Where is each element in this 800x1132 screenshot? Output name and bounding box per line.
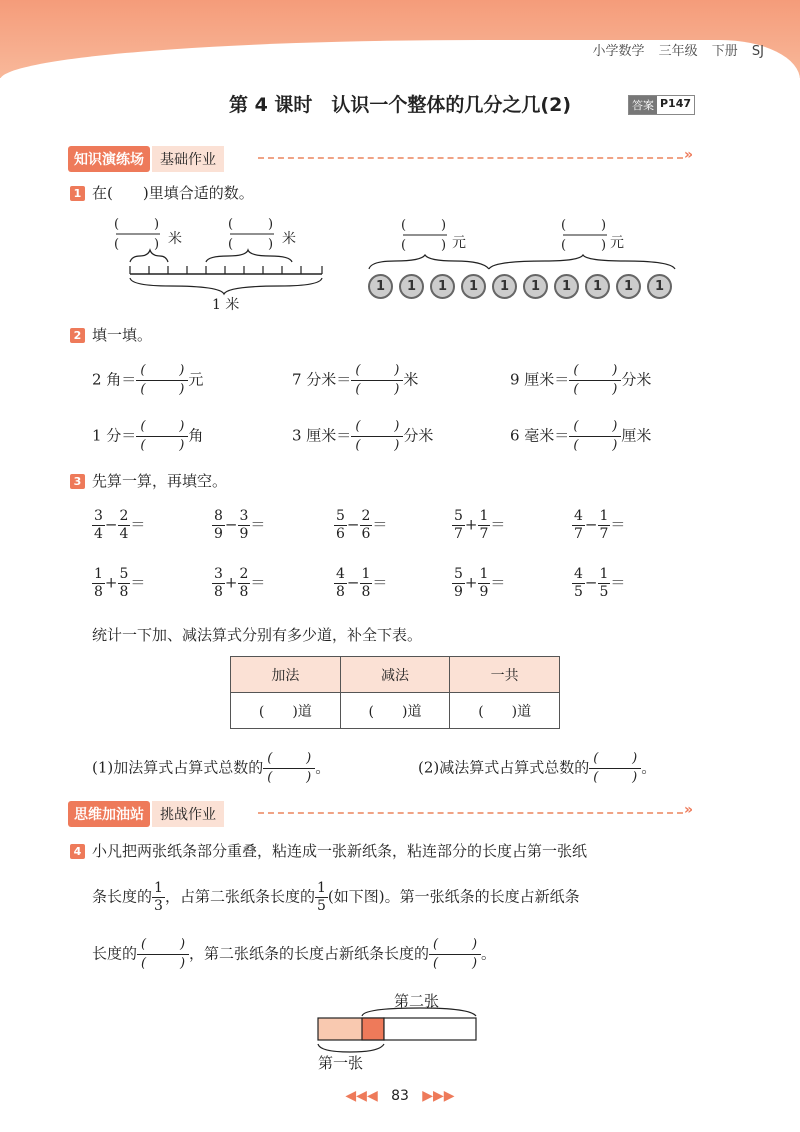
question-number: 3 — [70, 474, 85, 489]
fraction: $\frac{5}{7}$ — [454, 508, 463, 542]
question-number: 1 — [70, 186, 85, 201]
expression: $\frac{8}{9}$ − $\frac{3}{9}$ ＝ — [214, 508, 266, 542]
fraction: $\frac{3}{9}$ — [239, 508, 249, 542]
fraction: $\frac{2}{4}$ — [119, 508, 129, 542]
blank-fraction[interactable]: ( ) ( ) — [569, 362, 621, 399]
svg-text:(: ( — [228, 217, 234, 232]
coin-icon: 1 — [554, 274, 579, 299]
expression: $\frac{1}{8}$ + $\frac{5}{8}$ ＝ — [94, 566, 146, 600]
fill-item: 6 毫米＝ ( ) ( ) 厘米 — [510, 419, 652, 453]
fraction: $\frac{1}{8}$ — [361, 566, 371, 600]
expression: $\frac{5}{9}$ + $\frac{1}{9}$ ＝ — [454, 566, 506, 600]
fraction: $\frac{8}{9}$ — [214, 508, 223, 542]
question-text: 在( )里填合适的数。 — [92, 184, 254, 202]
svg-text:(: ( — [401, 218, 407, 233]
question-text: 先算一算，再填空。 — [92, 472, 228, 490]
fraction: $\frac{1}{5}$ — [316, 880, 326, 914]
blank-fraction[interactable]: ( ) ( ) — [136, 362, 188, 399]
fraction: $\frac{2}{8}$ — [239, 566, 249, 600]
blank-fraction[interactable]: ( ) ( ) — [137, 936, 189, 973]
section-basic: 知识演练场 基础作业 — [68, 146, 224, 172]
right-arrows-icon: ▶▶▶ — [422, 1088, 455, 1104]
fraction: $\frac{5}{8}$ — [119, 566, 129, 600]
expression: $\frac{5}{7}$ + $\frac{1}{7}$ ＝ — [454, 508, 506, 542]
fill-item: 1 分＝ ( ) ( ) 角 — [92, 419, 204, 453]
question-line: 小凡把两张纸条部分重叠，粘连成一张新纸条，粘连部分的长度占第一张纸 — [92, 842, 588, 860]
coin-icon: 1 — [616, 274, 641, 299]
svg-text:(: ( — [401, 238, 407, 253]
table-cell[interactable]: ( )道 — [340, 693, 450, 729]
expression: $\frac{4}{5}$ − $\frac{1}{5}$ ＝ — [574, 566, 626, 600]
svg-text:): ) — [154, 237, 160, 252]
workbook-page: 小学数学 三年级 下册 SJ 第 4 课时 认识一个整体的几分之几(2) 答案 P147 知识演练场 基础作业 » 1 在( )里填合适的数。 ( ) ( ) ( ) ( ) 米 米 1 米 ( ) ( ) ( ) ( ) 元 元 1 1 1 1 1 1 1 1 1 1 2 填一填。 2 角＝ ( ) ( ) 元 7 分米＝ ( ) ( ) 米 9 厘米＝ ( ) ( ) 分米 1 分＝ ( ) ( ) 角 3 厘米＝ ( ) ( ) 分米 6 毫米＝ ( ) ( ) 厘米 3 先算一算，再填空。 $\frac{3}{4}$ − $\frac{2}{4}$ ＝ $\frac{8}{9}$ − $\frac{3}{9}$ ＝ $\frac{5}{6}$ − $\frac{2}{6}$ ＝ $\frac{5}{7}$ + $\frac{1}{7}$ ＝ $\frac{4}{7}$ − $\frac{1}{7}$ ＝ $\frac{1}{8}$ + $\frac{5}{8}$ ＝ $\frac{3}{8}$ + $\frac{2}{8}$ ＝ $\frac{4}{8}$ − $\frac{1}{8}$ ＝ $\frac{5}{9}$ + $\frac{1}{9}$ ＝ $\frac{4}{5}$ − $\frac{1}{5}$ ＝ 统计一下加、减法算式分别有多少道，补全下表。 加法 减法 一共 ( )道 ( )道 ( )道 (1)加法算式占算式总数的 ( ) ( ) 。 (2)减法算式占算式总数的 ( ) ( ) 。 思维加油站 挑战作业 » 4 小凡把两张纸条部分重叠，粘连成一张新纸条，粘连部分的长度占第一张纸 条长度的 $\frac{1}{3}$ ，占第二张纸条长度的 $\frac{1}{5}$ (如下图)。第一张纸条的长度占新纸条 长度的 ( ) ( ) ，第二张纸条的长度占新纸条长度的 ( ) ( ) 。 第二张 第一张 ◀◀◀ 83 ▶▶▶ — [0, 0, 800, 1132]
expression: $\frac{5}{6}$ − $\frac{2}{6}$ ＝ — [336, 508, 388, 542]
fraction: $\frac{1}{3}$ — [154, 880, 163, 914]
svg-text:): ) — [441, 238, 447, 253]
fraction: $\frac{1}{7}$ — [479, 508, 489, 542]
fraction: $\frac{1}{7}$ — [599, 508, 609, 542]
svg-text:): ) — [441, 218, 447, 233]
coin-icon: 1 — [399, 274, 424, 299]
question-line: 条长度的 $\frac{1}{3}$ ，占第二张纸条长度的 $\frac{1}{5}$ (如下图)。第一张纸条的长度占新纸条 — [92, 880, 580, 914]
blank-fraction[interactable]: ( ) ( ) — [569, 418, 621, 455]
fraction: $\frac{4}{8}$ — [336, 566, 345, 600]
fraction: $\frac{3}{4}$ — [94, 508, 103, 542]
expression: $\frac{3}{4}$ − $\frac{2}{4}$ ＝ — [94, 508, 146, 542]
coin-icon: 1 — [585, 274, 610, 299]
fraction: $\frac{4}{5}$ — [574, 566, 583, 600]
fraction: $\frac{1}{5}$ — [599, 566, 609, 600]
fill-item: 3 厘米＝ ( ) ( ) 分米 — [292, 419, 434, 453]
table-cell[interactable]: ( )道 — [450, 693, 560, 729]
svg-text:): ) — [601, 238, 607, 253]
left-arrows-icon: ◀◀◀ — [345, 1088, 378, 1104]
section-challenge: 思维加油站 挑战作业 — [68, 801, 224, 827]
strip-label-first: 第一张 — [318, 1054, 364, 1072]
ruler-label: 1 米 — [212, 297, 240, 313]
page-title: 第 4 课时 认识一个整体的几分之几(2) — [228, 94, 572, 116]
sub-question-2: (2)减法算式占算式总数的 ( ) ( ) 。 — [418, 751, 657, 785]
double-chevron-icon: » — [684, 802, 694, 818]
table-header: 加法 — [231, 657, 341, 693]
svg-text:(: ( — [114, 237, 120, 252]
coin-icon: 1 — [461, 274, 486, 299]
fraction: $\frac{4}{7}$ — [574, 508, 583, 542]
svg-text:): ) — [601, 218, 607, 233]
expression: $\frac{3}{8}$ + $\frac{2}{8}$ ＝ — [214, 566, 266, 600]
question-line: 长度的 ( ) ( ) ，第二张纸条的长度占新纸条长度的 ( ) ( ) 。 — [92, 937, 497, 971]
svg-text:): ) — [268, 237, 274, 252]
fraction: $\frac{1}{8}$ — [94, 566, 103, 600]
question-text: 填一填。 — [92, 326, 153, 344]
fraction: $\frac{5}{6}$ — [336, 508, 345, 542]
stat-instruction: 统计一下加、减法算式分别有多少道，补全下表。 — [92, 626, 423, 644]
blank-fraction[interactable]: ( ) ( ) — [589, 750, 641, 787]
svg-text:(: ( — [561, 238, 567, 253]
svg-text:(: ( — [561, 218, 567, 233]
fill-item: 9 厘米＝ ( ) ( ) 分米 — [510, 363, 652, 397]
expression: $\frac{4}{7}$ − $\frac{1}{7}$ ＝ — [574, 508, 626, 542]
blank-fraction[interactable]: ( ) ( ) — [263, 750, 315, 787]
table-header: 一共 — [450, 657, 560, 693]
expression: $\frac{4}{8}$ − $\frac{1}{8}$ ＝ — [336, 566, 388, 600]
blank-fraction[interactable]: ( ) ( ) — [136, 418, 188, 455]
coin-icon: 1 — [492, 274, 517, 299]
page-number: ◀◀◀ 83 ▶▶▶ — [345, 1088, 455, 1104]
fill-item: 2 角＝ ( ) ( ) 元 — [92, 363, 204, 397]
coin-icon: 1 — [647, 274, 672, 299]
fraction: $\frac{2}{6}$ — [361, 508, 371, 542]
strip-label-second: 第二张 — [394, 992, 440, 1010]
fraction: $\frac{5}{9}$ — [454, 566, 463, 600]
question-number: 2 — [70, 328, 85, 343]
question-number: 4 — [70, 844, 85, 859]
coin-icon: 1 — [368, 274, 393, 299]
svg-text:(: ( — [114, 217, 120, 232]
table-cell[interactable]: ( )道 — [231, 693, 341, 729]
coin-icon: 1 — [523, 274, 548, 299]
stat-table — [230, 656, 560, 729]
header-info: 小学数学 三年级 下册 SJ — [592, 44, 764, 59]
blank-fraction[interactable]: ( ) ( ) — [351, 362, 403, 399]
double-chevron-icon: » — [684, 147, 694, 163]
answer-ref[interactable]: 答案 P147 — [628, 95, 695, 115]
blank-fraction[interactable]: ( ) ( ) — [351, 418, 403, 455]
fill-item: 7 分米＝ ( ) ( ) 米 — [292, 363, 419, 397]
coin-brace-diagram — [365, 215, 685, 275]
svg-text:): ) — [268, 217, 274, 232]
blank-fraction[interactable]: ( ) ( ) — [429, 936, 481, 973]
svg-text:): ) — [154, 217, 160, 232]
svg-text:(: ( — [228, 237, 234, 252]
table-header: 减法 — [340, 657, 450, 693]
fraction: $\frac{1}{9}$ — [479, 566, 489, 600]
sub-question-1: (1)加法算式占算式总数的 ( ) ( ) 。 — [92, 751, 331, 785]
coin-icon: 1 — [430, 274, 455, 299]
fraction: $\frac{3}{8}$ — [214, 566, 223, 600]
